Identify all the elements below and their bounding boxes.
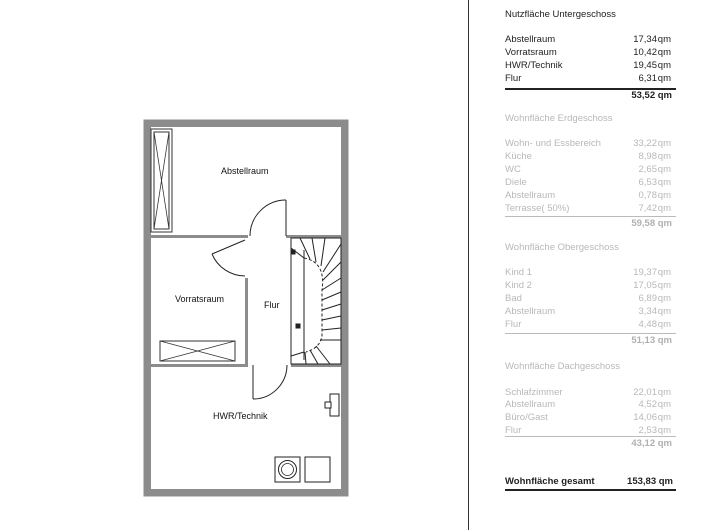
section-total: 43,12 qm bbox=[631, 438, 672, 449]
table-row: Kind 2 17,05 qm bbox=[505, 280, 671, 291]
table-row: Abstellraum 4,52 qm bbox=[505, 399, 671, 410]
section-title: Nutzfläche Untergeschoss bbox=[505, 9, 616, 20]
grand-total-row bbox=[505, 476, 676, 490]
grand-total-label: Wohnfläche gesamt bbox=[505, 476, 595, 487]
room-label-vorratsraum: Vorratsraum bbox=[175, 294, 225, 304]
total-divider bbox=[505, 436, 676, 437]
table-row: Schlafzimmer 22,01 qm bbox=[505, 387, 671, 398]
total-divider bbox=[505, 333, 676, 334]
section-total: 53,52 qm bbox=[631, 90, 672, 101]
room-label-abstellraum: Abstellraum bbox=[221, 166, 269, 176]
table-row: Bad 6,89 qm bbox=[505, 293, 671, 304]
room-label-hwr: HWR/Technik bbox=[213, 411, 268, 421]
table-row: Flur 6,31 qm bbox=[505, 73, 671, 84]
section-title: Wohnfläche Dachgeschoss bbox=[505, 361, 620, 372]
shelf-abstellraum bbox=[151, 129, 172, 232]
column-divider bbox=[468, 0, 469, 530]
room-abstellraum bbox=[151, 127, 341, 235]
table-row: HWR/Technik 19,45 qm bbox=[505, 60, 671, 71]
shelf-vorratsraum bbox=[160, 341, 235, 361]
table-row: Diele 6,53 qm bbox=[505, 177, 671, 188]
section-title: Wohnfläche Obergeschoss bbox=[505, 242, 619, 253]
table-row: Flur 4,48 qm bbox=[505, 319, 671, 330]
room-label-flur: Flur bbox=[264, 300, 280, 310]
section-title: Wohnfläche Erdgeschoss bbox=[505, 113, 613, 124]
grand-total-divider bbox=[505, 489, 676, 491]
section-total: 51,13 qm bbox=[631, 335, 672, 346]
table-row: Abstellraum 3,34 qm bbox=[505, 306, 671, 317]
table-row: Büro/Gast 14,06 qm bbox=[505, 412, 671, 423]
total-divider bbox=[505, 216, 676, 217]
table-row: Wohn- und Essbereich 33,22 qm bbox=[505, 138, 671, 149]
table-row: Vorratsraum 10,42 qm bbox=[505, 47, 671, 58]
table-row: Küche 8,98 qm bbox=[505, 151, 671, 162]
staircase bbox=[291, 238, 341, 364]
table-row: Abstellraum 17,34 qm bbox=[505, 34, 671, 45]
table-row: Kind 1 19,37 qm bbox=[505, 267, 671, 278]
table-row: Terrasse( 50%) 7,42 qm bbox=[505, 203, 671, 214]
section-total: 59,58 qm bbox=[631, 218, 672, 229]
table-row: Flur 2,53 qm bbox=[505, 425, 671, 436]
grand-total-value: 153,83 qm bbox=[627, 476, 673, 487]
table-row: WC 2,65 qm bbox=[505, 164, 671, 175]
dryer bbox=[305, 457, 330, 482]
washing-machine bbox=[275, 457, 300, 482]
table-row: Abstellraum 0,78 qm bbox=[505, 190, 671, 201]
